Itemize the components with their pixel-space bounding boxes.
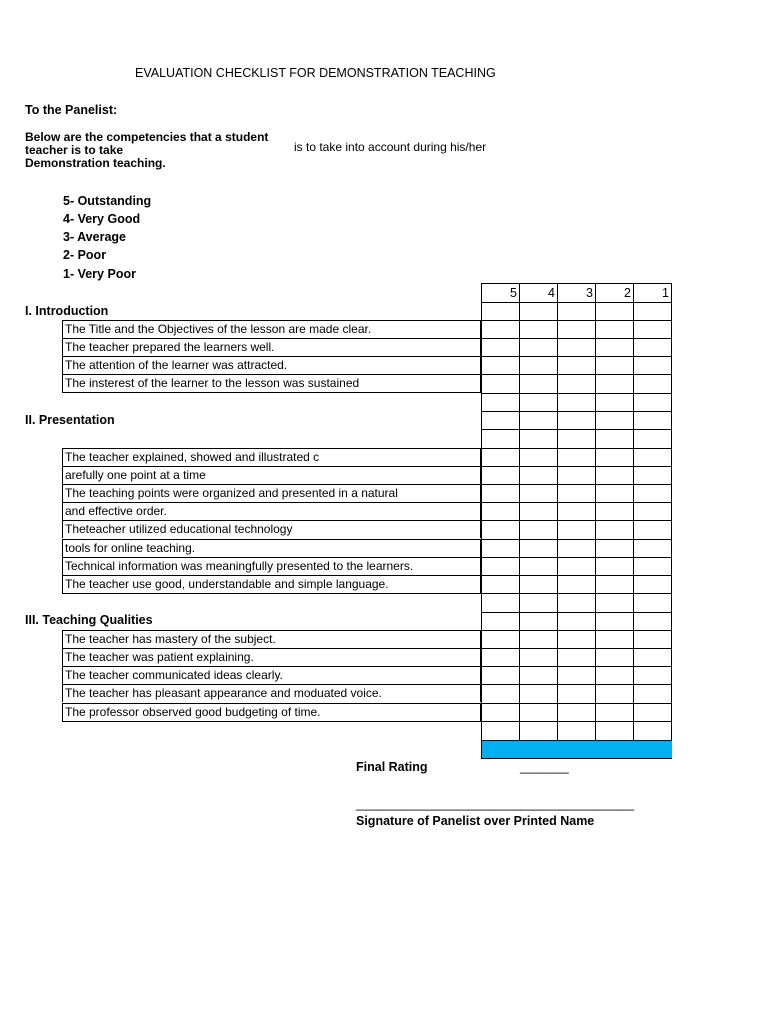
- criterion-row: [62, 703, 481, 722]
- criterion-row: [62, 684, 481, 702]
- scale-item-1: 1- Very Poor: [63, 267, 136, 281]
- grid-line: [481, 448, 672, 449]
- grid-line: [481, 758, 672, 759]
- grid-line: [481, 593, 672, 594]
- criterion-text: The teacher was patient explaining.: [65, 650, 254, 664]
- grid-line: [481, 703, 672, 704]
- salutation: To the Panelist:: [25, 103, 118, 117]
- section-heading-introduction: I. Introduction: [25, 304, 109, 318]
- criterion-row: [62, 338, 481, 356]
- grid-line: [519, 283, 520, 759]
- criterion-row: [62, 484, 481, 502]
- grid-line: [481, 302, 672, 303]
- column-header-4: 4: [548, 286, 555, 300]
- final-rating-blank[interactable]: _______: [520, 760, 569, 774]
- criterion-text: and effective order.: [65, 504, 167, 518]
- criterion-row: [62, 539, 481, 557]
- scale-item-3: 3- Average: [63, 230, 126, 244]
- grid-line: [481, 429, 672, 430]
- grid-line: [481, 502, 672, 503]
- criterion-row: [62, 575, 481, 594]
- grid-line: [595, 283, 596, 759]
- column-header-5: 5: [510, 286, 517, 300]
- grid-line: [671, 283, 672, 759]
- criterion-text: Theteacher utilized educational technology: [65, 522, 293, 536]
- criterion-text: The professor observed good budgeting of time.: [65, 705, 321, 719]
- grid-line: [481, 666, 672, 667]
- scale-item-5: 5- Outstanding: [63, 194, 152, 208]
- criterion-text: The teacher has mastery of the subject.: [65, 632, 276, 646]
- grid-line: [481, 374, 672, 375]
- column-header-3: 3: [586, 286, 593, 300]
- criterion-row: [62, 666, 481, 684]
- grid-line: [633, 283, 634, 759]
- grid-line: [481, 684, 672, 685]
- grid-line: [481, 338, 672, 339]
- criterion-row: [62, 448, 481, 466]
- criterion-text: arefully one point at a time: [65, 468, 206, 482]
- scale-item-4: 4- Very Good: [63, 212, 141, 226]
- grid-line: [481, 539, 672, 540]
- grid-line: [481, 612, 672, 613]
- grid-line: [481, 721, 672, 722]
- grid-line: [481, 648, 672, 649]
- grid-line: [481, 283, 672, 284]
- section-heading-presentation: II. Presentation: [25, 413, 115, 427]
- grid-line: [481, 630, 672, 631]
- column-header-2: 2: [624, 286, 631, 300]
- signature-line[interactable]: ________________________________________: [356, 797, 635, 811]
- criterion-row: [62, 648, 481, 666]
- intro-text: [25, 131, 268, 170]
- criterion-row: [62, 557, 481, 575]
- criterion-row: [62, 466, 481, 484]
- criterion-text: The teacher prepared the learners well.: [65, 340, 275, 354]
- criterion-row: [62, 374, 481, 393]
- grid-line: [557, 283, 558, 759]
- grid-line: [481, 520, 672, 521]
- intro-line-1: Below are the competencies that a student: [25, 130, 269, 144]
- grid-line: [481, 320, 672, 321]
- grid-line: [481, 557, 672, 558]
- section-heading-teaching-qualities: III. Teaching Qualities: [25, 613, 153, 627]
- grid-line: [481, 356, 672, 357]
- criterion-row: [62, 502, 481, 520]
- criterion-row: [62, 356, 481, 374]
- criterion-text: Technical information was meaningfully presented to the learners.: [65, 559, 414, 573]
- grid-line: [481, 575, 672, 576]
- column-header-1: 1: [662, 286, 669, 300]
- final-rating-label: Final Rating: [356, 760, 428, 774]
- criterion-row: [62, 520, 481, 538]
- criterion-text: The insterest of the learner to the lesson was sustained: [65, 376, 360, 390]
- criterion-text: The teacher use good, understandable and simple language.: [65, 577, 389, 591]
- grid-line: [481, 393, 672, 394]
- criterion-text: The teaching points were organized and presented in a natural: [65, 486, 398, 500]
- criterion-text: The attention of the learner was attracted.: [65, 358, 288, 372]
- final-total-row[interactable]: [482, 741, 672, 758]
- intro-right-text: is to take into account during his/her: [294, 140, 487, 154]
- grid-line: [481, 411, 672, 412]
- criterion-text: The teacher explained, showed and illustrated c: [65, 450, 320, 464]
- intro-line-3: Demonstration teaching.: [25, 156, 166, 170]
- grid-line: [481, 466, 672, 467]
- criterion-row: [62, 320, 481, 338]
- criterion-text: The teacher has pleasant appearance and moduated voice.: [65, 686, 382, 700]
- intro-line-2: teacher is to take: [25, 143, 124, 157]
- criterion-text: tools for online teaching.: [65, 541, 196, 555]
- criterion-text: The Title and the Objectives of the lesson are made clear.: [65, 322, 372, 336]
- page-title: EVALUATION CHECKLIST FOR DEMONSTRATION TEACHING: [135, 66, 496, 80]
- signature-label: Signature of Panelist over Printed Name: [356, 814, 595, 828]
- scale-item-2: 2- Poor: [63, 248, 107, 262]
- criterion-row: [62, 630, 481, 648]
- grid-line: [481, 283, 482, 759]
- criterion-text: The teacher communicated ideas clearly.: [65, 668, 283, 682]
- grid-line: [481, 484, 672, 485]
